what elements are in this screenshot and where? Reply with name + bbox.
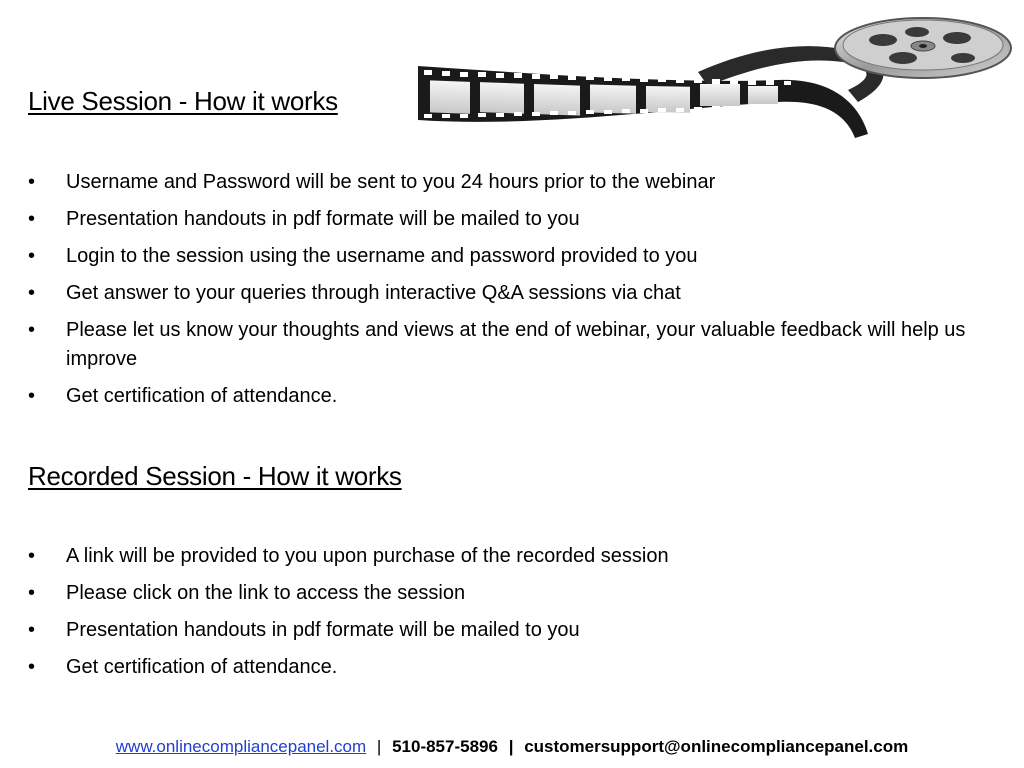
bullet-icon: • bbox=[28, 245, 36, 267]
list-item-text: A link will be provided to you upon purchase of the recorded session bbox=[66, 545, 669, 567]
support-email: customersupport@onlinecompliancepanel.com bbox=[524, 737, 909, 756]
bullet-icon: • bbox=[28, 545, 36, 567]
bullet-icon: • bbox=[28, 171, 36, 193]
list-item-text: Presentation handouts in pdf formate will be mailed to you bbox=[66, 619, 580, 641]
bullet-icon: • bbox=[28, 656, 36, 678]
list-item-text: Get certification of attendance. bbox=[66, 385, 338, 407]
list-item-text: Login to the session using the username and password provided to you bbox=[66, 245, 698, 267]
list-item-text: Presentation handouts in pdf formate will be mailed to you bbox=[66, 208, 580, 230]
list-item-text: Please let us know your thoughts and views at the end of webinar, your valuable feedback will help us improve bbox=[66, 319, 966, 370]
list-item-text: Get answer to your queries through interactive Q&A sessions via chat bbox=[66, 282, 681, 304]
list-item-text: Please click on the link to access the session bbox=[66, 582, 466, 604]
phone-number: 510-857-5896 bbox=[392, 737, 498, 756]
footer-separator: | bbox=[376, 737, 382, 756]
bullet-icon: • bbox=[28, 385, 36, 407]
list-item bbox=[28, 616, 1008, 645]
list-item bbox=[28, 316, 1008, 374]
footer-separator: | bbox=[508, 737, 514, 756]
live-session-heading: Live Session - How it works bbox=[28, 86, 338, 116]
bullet-icon: • bbox=[28, 619, 36, 641]
list-item bbox=[28, 205, 1008, 234]
bullet-icon: • bbox=[28, 282, 36, 304]
recorded-session-list bbox=[28, 542, 1008, 690]
list-item bbox=[28, 242, 1008, 271]
live-session-list bbox=[28, 168, 1008, 419]
list-item-text: Username and Password will be sent to you 24 hours prior to the webinar bbox=[66, 171, 716, 193]
footer bbox=[0, 737, 1024, 757]
film-reel-icon bbox=[418, 10, 1018, 150]
website-link[interactable]: www.onlinecompliancepanel.com bbox=[115, 737, 367, 756]
bullet-icon: • bbox=[28, 319, 36, 341]
list-item-text: Get certification of attendance. bbox=[66, 656, 338, 678]
list-item bbox=[28, 542, 1008, 571]
bullet-icon: • bbox=[28, 582, 36, 604]
list-item bbox=[28, 653, 1008, 682]
bullet-icon: • bbox=[28, 208, 36, 230]
list-item bbox=[28, 382, 1008, 411]
recorded-session-heading: Recorded Session - How it works bbox=[28, 461, 402, 491]
list-item bbox=[28, 579, 1008, 608]
list-item bbox=[28, 168, 1008, 197]
list-item bbox=[28, 279, 1008, 308]
